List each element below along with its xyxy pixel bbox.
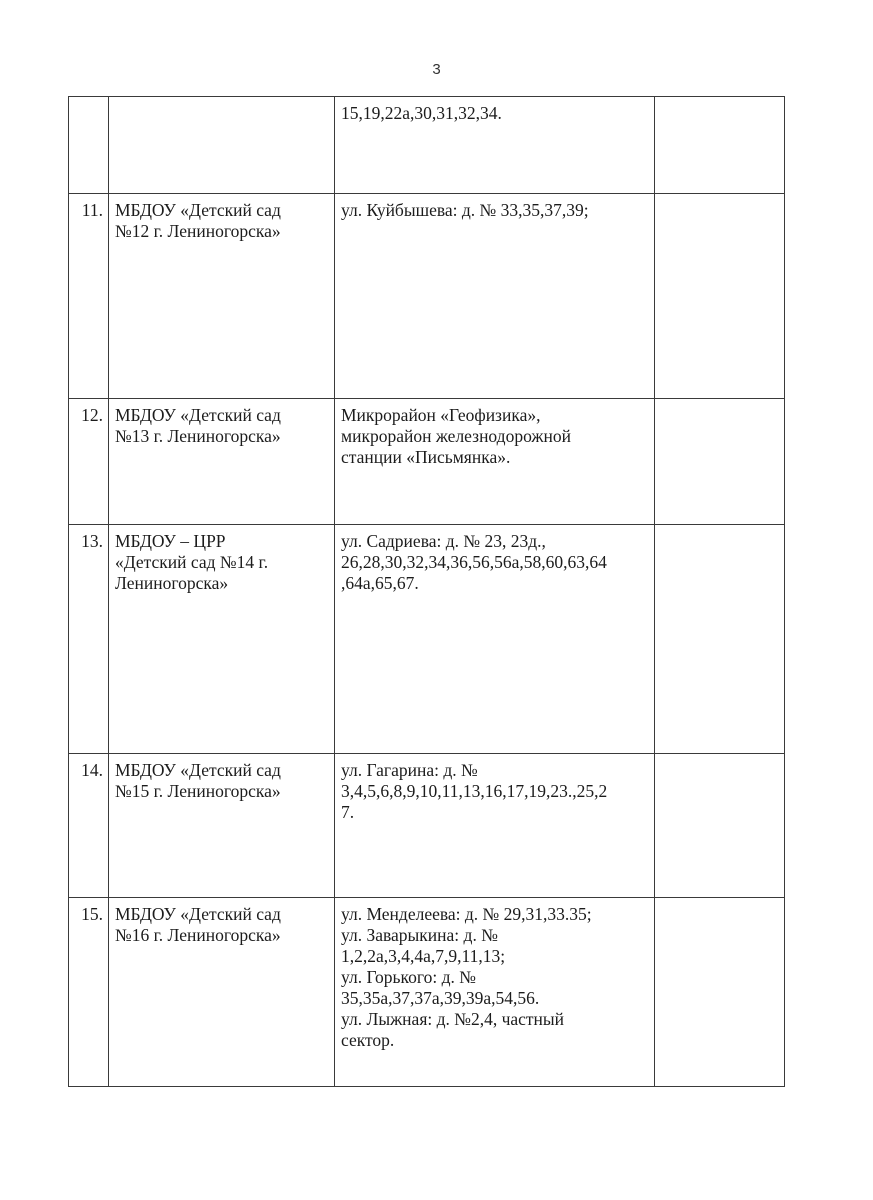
note-cell xyxy=(655,97,785,194)
institution-line: МБДОУ – ЦРР xyxy=(115,531,226,551)
institution-cell xyxy=(109,97,335,194)
note-cell xyxy=(655,754,785,898)
row-number: 14. xyxy=(69,754,109,898)
address-line: ул. Гагарина: д. № xyxy=(341,760,478,780)
note-cell xyxy=(655,898,785,1087)
institution-line: МБДОУ «Детский сад xyxy=(115,904,281,924)
address-line: ул. Менделеева: д. № 29,31,33.35; xyxy=(341,904,592,924)
address-line: ул. Лыжная: д. №2,4, частный xyxy=(341,1009,565,1029)
address-line: ул. Горького: д. № xyxy=(341,967,476,987)
institution-line: №12 г. Лениногорска» xyxy=(115,221,281,241)
addresses-cell xyxy=(335,898,655,1087)
row-number xyxy=(69,97,109,194)
institution-cell xyxy=(109,898,335,1087)
table-row xyxy=(69,97,785,194)
table-row xyxy=(69,525,785,754)
address-line: ул. Заварыкина: д. № xyxy=(341,925,498,945)
assignment-table xyxy=(68,96,785,1087)
institution-line: №13 г. Лениногорска» xyxy=(115,426,281,446)
address-line: ,64а,65,67. xyxy=(341,573,419,593)
addresses-cell xyxy=(335,525,655,754)
table-row xyxy=(69,754,785,898)
addresses-cell xyxy=(335,754,655,898)
institution-cell xyxy=(109,754,335,898)
address-line: 15,19,22а,30,31,32,34. xyxy=(341,103,502,123)
address-line: ул. Куйбышева: д. № 33,35,37,39; xyxy=(341,200,589,220)
institution-line: МБДОУ «Детский сад xyxy=(115,405,281,425)
address-line: 26,28,30,32,34,36,56,56а,58,60,63,64 xyxy=(341,552,607,572)
row-number: 15. xyxy=(69,898,109,1087)
addresses-cell xyxy=(335,97,655,194)
address-line: сектор. xyxy=(341,1030,395,1050)
note-cell xyxy=(655,399,785,525)
table-row xyxy=(69,898,785,1087)
institution-line: МБДОУ «Детский сад xyxy=(115,200,281,220)
institution-cell xyxy=(109,399,335,525)
institution-line: Лениногорска» xyxy=(115,573,229,593)
address-line: микрорайон железнодорожной xyxy=(341,426,571,446)
institution-line: №16 г. Лениногорска» xyxy=(115,925,281,945)
note-cell xyxy=(655,525,785,754)
institution-line: №15 г. Лениногорска» xyxy=(115,781,281,801)
address-line: 1,2,2а,3,4,4а,7,9,11,13; xyxy=(341,946,506,966)
address-line: 3,4,5,6,8,9,10,11,13,16,17,19,23.,25,2 xyxy=(341,781,608,801)
institution-line: «Детский сад №14 г. xyxy=(115,552,269,572)
address-line: станции «Письмянка». xyxy=(341,447,511,467)
institution-cell xyxy=(109,194,335,399)
row-number: 12. xyxy=(69,399,109,525)
address-line: 35,35а,37,37а,39,39а,54,56. xyxy=(341,988,540,1008)
addresses-cell xyxy=(335,194,655,399)
table-row xyxy=(69,399,785,525)
note-cell xyxy=(655,194,785,399)
addresses-cell xyxy=(335,399,655,525)
institution-cell xyxy=(109,525,335,754)
table-row xyxy=(69,194,785,399)
address-line: Микрорайон «Геофизика», xyxy=(341,405,541,425)
row-number: 11. xyxy=(69,194,109,399)
row-number: 13. xyxy=(69,525,109,754)
address-line: 7. xyxy=(341,802,355,822)
page-number: 3 xyxy=(432,61,441,78)
institution-line: МБДОУ «Детский сад xyxy=(115,760,281,780)
address-line: ул. Садриева: д. № 23, 23д., xyxy=(341,531,546,551)
